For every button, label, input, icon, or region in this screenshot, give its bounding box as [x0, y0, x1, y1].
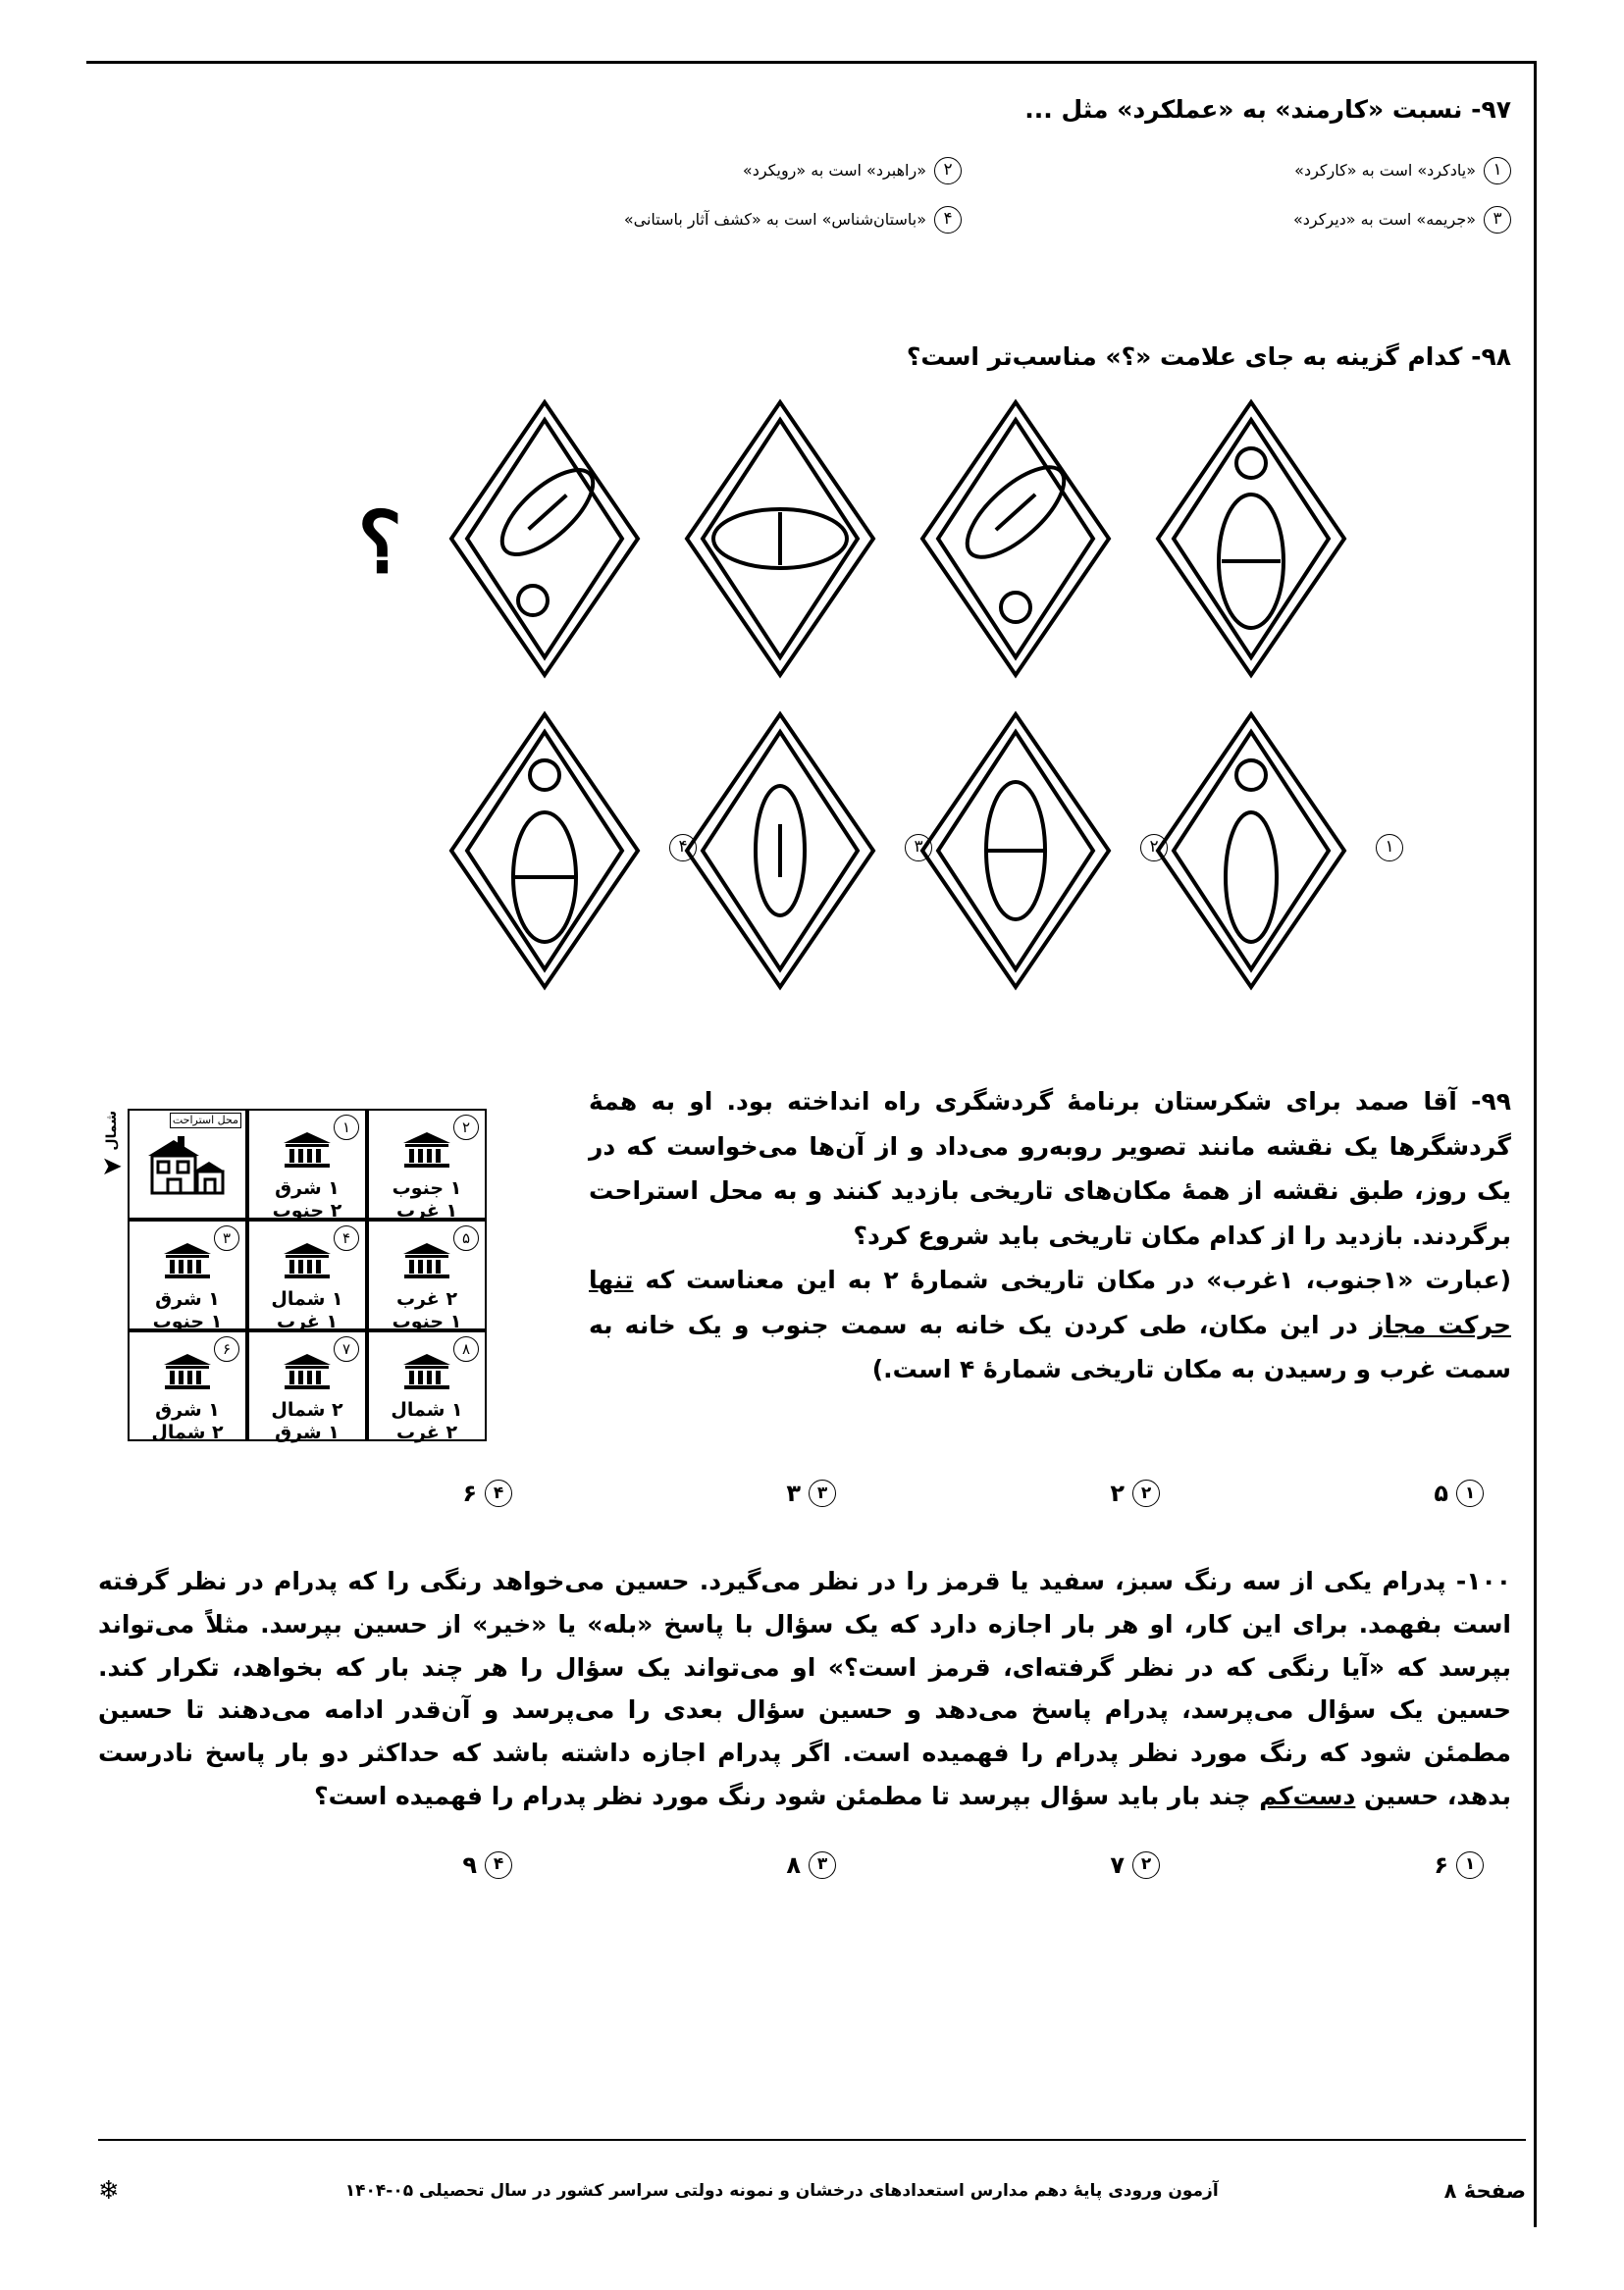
cell-index: ۸	[453, 1336, 479, 1362]
option-text: «باستان‌شناس» است به «کشف آثار باستانی»	[623, 210, 926, 230]
sequence-figure-3	[677, 396, 883, 681]
snowflake-icon: ❄	[98, 2176, 120, 2206]
option-number-circle: ۲	[934, 157, 962, 184]
cell-dir-1: ۱ شمال	[271, 1288, 343, 1310]
question-99-line-1: آقا صمد برای شکرستان برنامهٔ گردشگری راه انداخته بود. او به همهٔ گردشگرها	[589, 1087, 1511, 1161]
question-98-option-3[interactable]	[677, 708, 883, 993]
question-98-option-2[interactable]	[913, 708, 1119, 993]
bank-icon	[282, 1241, 333, 1284]
question-99-line-3: نقشه از همهٔ مکان‌های تاریخی بازدید کنند و به محل استراحت برگردند. بازدید	[589, 1176, 1511, 1250]
question-99-note-underline-1: تنها	[589, 1266, 634, 1294]
cell-directions	[271, 1399, 342, 1444]
question-98-stem	[98, 336, 1511, 379]
bank-icon	[282, 1130, 333, 1173]
bank-icon	[401, 1352, 452, 1395]
question-97-option-3-cell	[962, 206, 1511, 234]
map-cell-1[interactable]	[247, 1109, 367, 1223]
question-98-option-3-label[interactable]	[905, 834, 932, 861]
question-100-underline: دست‌کم	[1259, 1781, 1356, 1810]
cell-dir-1: ۱ جنوب	[392, 1177, 462, 1199]
option-number-circle: ۴	[485, 1480, 512, 1507]
question-99	[98, 1079, 1511, 1507]
cell-dir-2: ۲ جنوب	[272, 1200, 342, 1223]
map-cell-6[interactable]	[128, 1330, 247, 1444]
question-98-sequence-row	[98, 396, 1511, 691]
page-footer	[98, 2139, 1526, 2229]
option-text: ۹	[462, 1850, 477, 1879]
north-indicator	[98, 1111, 126, 1181]
map-cell-8[interactable]	[367, 1330, 487, 1444]
bank-icon	[401, 1241, 452, 1284]
question-97-options-row-2	[98, 206, 1511, 234]
question-97	[98, 88, 1511, 255]
cell-index: ۷	[334, 1336, 359, 1362]
question-97-option-2[interactable]	[743, 157, 962, 184]
cell-dir-2: ۱ شرق	[275, 1422, 340, 1444]
option-number-circle: ۲	[1132, 1480, 1160, 1507]
option-number-circle: ۴	[485, 1851, 512, 1879]
cell-dir-1: ۱ شرق	[275, 1177, 340, 1199]
question-98-option-4-label[interactable]	[669, 834, 697, 861]
question-98-option-1-label[interactable]	[1376, 834, 1403, 861]
question-97-option-4[interactable]	[624, 206, 962, 234]
option-text: ۳	[786, 1480, 801, 1507]
option-text: ۷	[1110, 1850, 1125, 1879]
north-label: شمال	[104, 1111, 120, 1151]
option-number-circle: ۳	[809, 1480, 836, 1507]
bank-icon	[162, 1241, 213, 1284]
cell-index: ۱	[334, 1115, 359, 1140]
question-99-note-b: در این مکان، طی کردن یک خانه به سمت جنوب و یک خانه به	[589, 1310, 1371, 1339]
bank-icon	[162, 1352, 213, 1395]
option-text: ۸	[786, 1850, 801, 1879]
question-97-number: ۹۷-	[1471, 95, 1511, 124]
rest-stop-label: محل استراحت	[170, 1113, 241, 1128]
question-97-options-row-1	[98, 157, 1511, 184]
question-97-option-2-cell	[412, 157, 962, 184]
option-number-circle: ۳	[809, 1851, 836, 1879]
question-100-option-3[interactable]	[540, 1851, 864, 1879]
question-97-option-1-cell	[962, 157, 1511, 184]
question-99-options	[216, 1480, 1511, 1507]
option-number-circle: ۴	[669, 834, 697, 861]
cell-dir-1: ۱ شرق	[155, 1399, 220, 1421]
option-number-circle: ۳	[905, 834, 932, 861]
option-text: «جریمه» است به «دیرکرد»	[1293, 210, 1476, 230]
option-number-circle: ۱	[1484, 157, 1511, 184]
cell-directions	[393, 1177, 462, 1223]
question-100-option-4[interactable]	[216, 1851, 540, 1879]
cell-dir-2: ۲ شمال	[151, 1422, 224, 1444]
question-100	[98, 1560, 1511, 1879]
question-99-option-1[interactable]	[1187, 1480, 1511, 1507]
option-number-circle: ۴	[934, 206, 962, 234]
question-99-option-3[interactable]	[540, 1480, 864, 1507]
question-98-option-2-label[interactable]	[1140, 834, 1168, 861]
question-98-options-row	[98, 708, 1511, 1003]
sequence-figure-2	[913, 396, 1119, 681]
cell-directions	[271, 1288, 342, 1333]
question-97-option-3[interactable]	[1293, 206, 1511, 234]
question-98-option-1[interactable]	[1148, 708, 1354, 993]
option-text: ۶	[462, 1480, 477, 1507]
footer-page-number: صفحهٔ ۸	[1443, 2179, 1526, 2203]
question-100-text: پدرام یکی از سه رنگ سبز، سفید یا قرمز را در نظر می‌گیرد. حسین می‌خواهد رنگی را که پدرام در نظر گرفته است بفهمد. برای این کار، او هر بار اجازه دارد که یک سؤال با پاسخ «بله» یا «خیر» از حسین بپرسد. مثلاً می‌تواند بپرسد که «آیا رنگی که در نظر گرفته‌ای، قرمز است؟» او می‌تواند یک سؤال را هر چند بار که بخواهد، تکرار کند. حسین یک سؤال می‌پرسد، پدرام پاسخ می‌دهد و حسین سؤال بعدی را می‌پرسد و آن‌قدر ادامه می‌دهند تا حسین مطمئن شود که رنگ مورد نظر پدرام را فهمیده است. اگر پدرام اجازه داشته باشد که حداکثر دو بار پاسخ نادرست بدهد، حسین	[98, 1567, 1511, 1810]
question-97-stem	[98, 88, 1511, 131]
cell-directions	[151, 1399, 223, 1444]
cell-index: ۶	[214, 1336, 239, 1362]
cell-directions	[153, 1288, 223, 1333]
map-cell-7[interactable]	[247, 1330, 367, 1444]
cell-directions	[391, 1399, 462, 1444]
sequence-figure-4	[442, 396, 648, 681]
house-icon	[148, 1136, 227, 1201]
cell-directions	[393, 1288, 462, 1333]
map-cell-2[interactable]	[367, 1109, 487, 1223]
option-text: «راهبرد» است به «رویکرد»	[742, 161, 926, 181]
question-99-number: ۹۹-	[1471, 1087, 1511, 1116]
question-98-option-4[interactable]	[442, 708, 648, 993]
option-number-circle: ۲	[1140, 834, 1168, 861]
question-99-option-4[interactable]	[216, 1480, 540, 1507]
question-99-note-a: (عبارت «۱جنوب، ۱غرب» در مکان تاریخی شمارهٔ ۲ به این معناست که	[633, 1266, 1511, 1294]
cell-dir-1: ۱ شمال	[391, 1399, 463, 1421]
cell-dir-1: ۱ شرق	[155, 1288, 220, 1310]
cell-index: ۲	[453, 1115, 479, 1140]
question-99-line-4: را از کدام مکان تاریخی باید شروع کرد؟	[853, 1221, 1327, 1250]
question-100-number: ۱۰۰-	[1455, 1567, 1511, 1595]
cell-dir-1: ۲ شمال	[271, 1399, 343, 1421]
question-98	[98, 336, 1511, 1003]
sequence-figure-1	[1148, 396, 1354, 681]
question-100-text-tail: چند بار باید سؤال بپرسد تا مطمئن شود رنگ مورد نظر پدرام را فهمیده است؟	[314, 1781, 1260, 1810]
question-99-note-underline-2: حرکت مجاز	[1370, 1310, 1511, 1339]
question-99-note-c: سمت غرب و رسیدن به مکان تاریخی شمارهٔ ۴ است.)	[871, 1355, 1511, 1383]
option-number-circle: ۱	[1456, 1480, 1484, 1507]
bank-icon	[282, 1352, 333, 1395]
question-97-option-1[interactable]	[1294, 157, 1511, 184]
question-99-map	[98, 1109, 559, 1482]
option-text: «یادکرد» است به «کارکرد»	[1294, 161, 1476, 181]
cell-index: ۳	[214, 1225, 239, 1251]
option-number-circle: ۱	[1376, 834, 1403, 861]
question-97-text: نسبت «کارمند» به «عملکرد» مثل ...	[1024, 95, 1463, 124]
cell-dir-1: ۲ غرب	[395, 1288, 458, 1310]
cell-directions	[273, 1177, 342, 1223]
map-cell-4[interactable]	[247, 1220, 367, 1333]
map-cell-5[interactable]	[367, 1220, 487, 1333]
question-99-option-2[interactable]	[864, 1480, 1187, 1507]
option-text: ۶	[1434, 1850, 1448, 1879]
cell-dir-2: ۲ غرب	[395, 1422, 458, 1444]
cell-dir-2: ۱ جنوب	[392, 1311, 462, 1333]
option-number-circle: ۱	[1456, 1851, 1484, 1879]
cell-dir-2: ۱ غرب	[276, 1311, 339, 1333]
option-number-circle: ۲	[1132, 1851, 1160, 1879]
question-100-stem	[98, 1560, 1511, 1818]
north-arrow-icon: ➤	[101, 1151, 123, 1181]
map-cell-rest-stop[interactable]	[128, 1109, 247, 1220]
cell-index: ۵	[453, 1225, 479, 1251]
question-99-line-2: یک نقشه مانند تصویر روبه‌رو می‌داد و از آن‌ها می‌خواست که در یک روز، طبق	[589, 1131, 1511, 1205]
option-number-circle: ۳	[1484, 206, 1511, 234]
cell-index: ۴	[334, 1225, 359, 1251]
question-100-options	[216, 1851, 1511, 1879]
question-97-option-4-cell	[412, 206, 962, 234]
page-content	[98, 88, 1511, 2178]
cell-dir-2: ۱ غرب	[395, 1200, 458, 1223]
question-mark-placeholder: ؟	[357, 495, 402, 591]
option-text: ۵	[1434, 1480, 1448, 1507]
cell-dir-2: ۱ جنوب	[152, 1311, 223, 1333]
bank-icon	[401, 1130, 452, 1173]
footer-exam-title: آزمون ورودی پایهٔ دهم مدارس استعدادهای درخشان و نمونه دولتی سراسر کشور در سال تحصیلی ۰۵-۱۴۰۴	[344, 2181, 1219, 2201]
question-98-number: ۹۸-	[1471, 342, 1511, 371]
question-99-stem	[589, 1079, 1511, 1392]
map-cell-3[interactable]	[128, 1220, 247, 1333]
question-100-option-1[interactable]	[1187, 1851, 1511, 1879]
question-100-option-2[interactable]	[864, 1851, 1187, 1879]
map-grid	[128, 1109, 487, 1444]
option-text: ۲	[1110, 1480, 1125, 1507]
question-98-text: کدام گزینه به جای علامت «؟» مناسب‌تر است؟	[906, 342, 1463, 371]
